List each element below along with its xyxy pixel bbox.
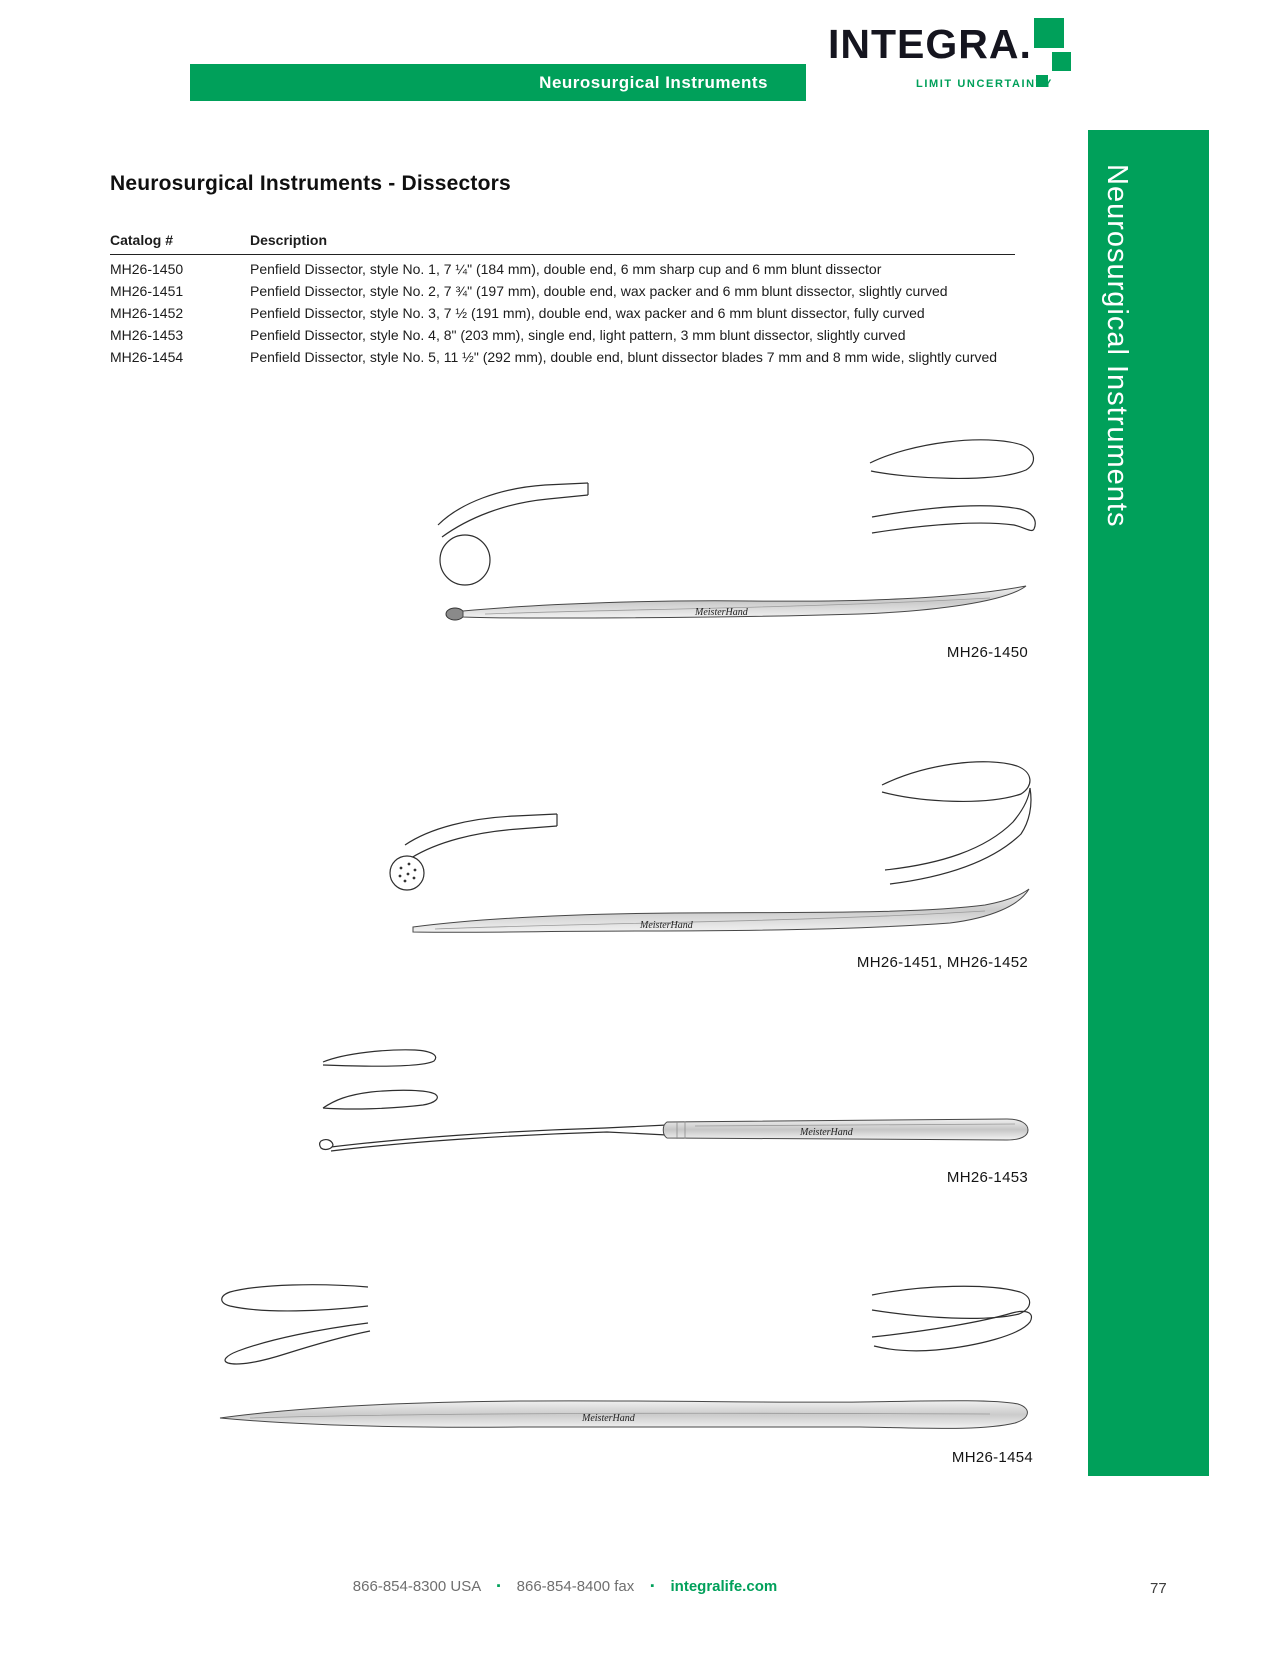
column-header-catalog: Catalog # (110, 232, 174, 248)
brand-engraving: MeisterHand (640, 920, 693, 931)
bullet-separator-icon: ▪ (496, 1580, 501, 1592)
figure-label: MH26-1450 (946, 644, 1028, 661)
sidebar-section-label: Neurosurgical Instruments (1101, 164, 1133, 528)
catalog-number: MH26-1454 (110, 349, 184, 365)
brand-engraving: MeisterHand (800, 1127, 853, 1138)
catalog-number: MH26-1451 (110, 283, 184, 299)
figure-label: MH26-1451, MH26-1452 (856, 954, 1028, 971)
catalog-number: MH26-1450 (110, 261, 184, 277)
table-row (110, 255, 1015, 277)
item-description: Penfield Dissector, style No. 5, 11 ½" (292 mm), double end, blunt dissector blades 7 mm and 8 mm wide, slightly curved (250, 349, 998, 365)
table-row (110, 343, 1015, 365)
instrument-illustration (210, 1275, 1045, 1470)
table-row (110, 277, 1015, 299)
bullet-separator-icon: ▪ (650, 1580, 655, 1592)
figure-mh26-1453 (315, 1040, 1040, 1190)
page-number: 77 (1150, 1580, 1167, 1597)
catalog-table (110, 232, 1015, 365)
figure-mh26-1454 (210, 1275, 1045, 1470)
catalog-number: MH26-1453 (110, 327, 184, 343)
brand-engraving: MeisterHand (695, 607, 748, 618)
logo-tagline: LIMIT UNCERTAINTY (916, 78, 1053, 90)
column-header-description: Description (250, 232, 328, 248)
logo-square-large-icon (1034, 18, 1064, 48)
item-description: Penfield Dissector, style No. 1, 7 ¼" (184 mm), double end, 6 mm sharp cup and 6 mm blunt dissector (250, 261, 882, 277)
figure-label: MH26-1453 (946, 1169, 1028, 1186)
item-description: Penfield Dissector, style No. 2, 7 ¾" (197 mm), double end, wax packer and 6 mm blunt dissector, slightly curved (250, 283, 948, 299)
item-description: Penfield Dissector, style No. 3, 7 ½ (191 mm), double end, wax packer and 6 mm blunt dissector, fully curved (250, 305, 925, 321)
instrument-illustration (315, 1040, 1040, 1190)
table-row (110, 321, 1015, 343)
table-header (110, 232, 1015, 255)
footer-phone: 866-854-8300 USA (352, 1578, 481, 1595)
figure-label: MH26-1454 (951, 1449, 1033, 1466)
logo-square-medium-icon (1052, 52, 1071, 71)
footer (110, 1578, 1020, 1595)
integra-logo (828, 21, 1088, 108)
instrument-illustration (430, 425, 1040, 665)
logo-wordmark: INTEGRA. (828, 21, 1032, 67)
footer-website-link[interactable]: integralife.com (670, 1578, 778, 1595)
brand-engraving: MeisterHand (582, 1413, 635, 1424)
header-title: Neurosurgical Instruments (539, 72, 768, 92)
figure-mh26-1450 (430, 425, 1040, 665)
figure-mh26-1451-1452 (385, 750, 1040, 975)
header-bar (190, 64, 806, 101)
footer-fax: 866-854-8400 fax (516, 1578, 635, 1595)
instrument-illustration (385, 750, 1040, 975)
table-row (110, 299, 1015, 321)
page-title: Neurosurgical Instruments - Dissectors (110, 172, 511, 195)
catalog-number: MH26-1452 (110, 305, 184, 321)
item-description: Penfield Dissector, style No. 4, 8" (203 mm), single end, light pattern, 3 mm blunt dissector, slightly curved (250, 327, 906, 343)
sidebar-section-band (1088, 130, 1209, 1476)
